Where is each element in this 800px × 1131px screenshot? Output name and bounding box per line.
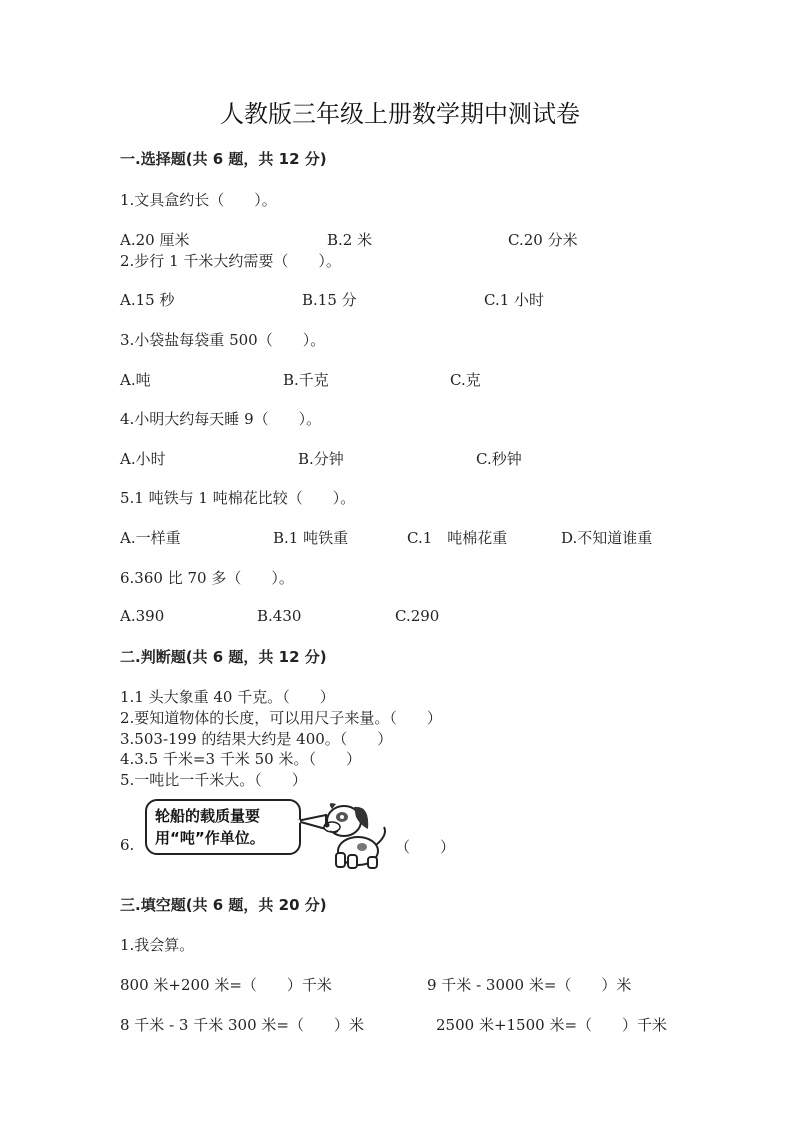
judgment-item-1: 1.1 头大象重 40 千克。（ ）: [120, 688, 335, 706]
question-3: 3.小袋盐每袋重 500（ ）。: [120, 331, 326, 349]
section-heading-choice: 一.选择题(共 6 题，共 12 分): [120, 150, 327, 168]
option-3b: B.千克: [283, 371, 329, 389]
speech-bubble: [145, 799, 301, 855]
option-5b: B.1 吨铁重: [273, 529, 349, 547]
section-heading-judgment: 二.判断题(共 6 题，共 12 分): [120, 648, 327, 666]
judgment-item-2: 2.要知道物体的长度，可以用尺子来量。（ ）: [120, 709, 442, 727]
option-1c: C.20 分米: [508, 231, 578, 249]
option-6a: A.390: [120, 607, 165, 625]
option-1a: A.20 厘米: [120, 231, 190, 249]
option-2b: B.15 分: [302, 291, 357, 309]
option-2a: A.15 秒: [120, 291, 175, 309]
judgment-item-4: 4.3.5 千米=3 千米 50 米。（ ）: [120, 750, 361, 768]
question-5: 5.1 吨铁与 1 吨棉花比较（ ）。: [120, 489, 356, 507]
cartoon-dog-icon: [296, 795, 392, 871]
judgment-item-6-number: 6.: [120, 836, 135, 854]
option-5a: A.一样重: [120, 529, 181, 547]
question-6: 6.360 比 70 多（ ）。: [120, 569, 294, 587]
option-3a: A.吨: [120, 371, 151, 389]
option-5d: D.不知道谁重: [561, 529, 653, 547]
option-2c: C.1 小时: [484, 291, 545, 309]
option-4b: B.分钟: [298, 450, 344, 468]
calc-2: 9 千米 - 3000 米=（ ）米: [427, 976, 632, 994]
calc-3: 8 千米 - 3 千米 300 米=（ ）米: [120, 1016, 364, 1034]
fill-question-1: 1.我会算。: [120, 936, 195, 954]
calc-4: 2500 米+1500 米=（ ）千米: [436, 1016, 668, 1034]
section-heading-fill: 三.填空题(共 6 题，共 20 分): [120, 896, 327, 914]
option-5c: C.1 吨棉花重: [407, 529, 508, 547]
option-1b: B.2 米: [327, 231, 373, 249]
question-1: 1.文具盒约长（ ）。: [120, 191, 277, 209]
option-6b: B.430: [257, 607, 302, 625]
option-4c: C.秒钟: [476, 450, 522, 468]
option-4a: A.小时: [120, 450, 166, 468]
judgment-item-5: 5.一吨比一千米大。（ ）: [120, 771, 307, 789]
question-2: 2.步行 1 千米大约需要（ ）。: [120, 252, 341, 270]
option-3c: C.克: [450, 371, 481, 389]
judgment-item-6-answer: （ ）: [395, 838, 456, 856]
calc-1: 800 米+200 米=（ ）千米: [120, 976, 332, 994]
option-6c: C.290: [395, 607, 440, 625]
page-title: 人教版三年级上册数学期中测试卷: [220, 100, 580, 128]
question-4: 4.小明大约每天睡 9（ ）。: [120, 410, 322, 428]
judgment-item-3: 3.503-199 的结果大约是 400。（ ）: [120, 730, 393, 748]
speech-bubble-text: 轮船的载质量要用“吨”作单位。: [155, 807, 265, 847]
